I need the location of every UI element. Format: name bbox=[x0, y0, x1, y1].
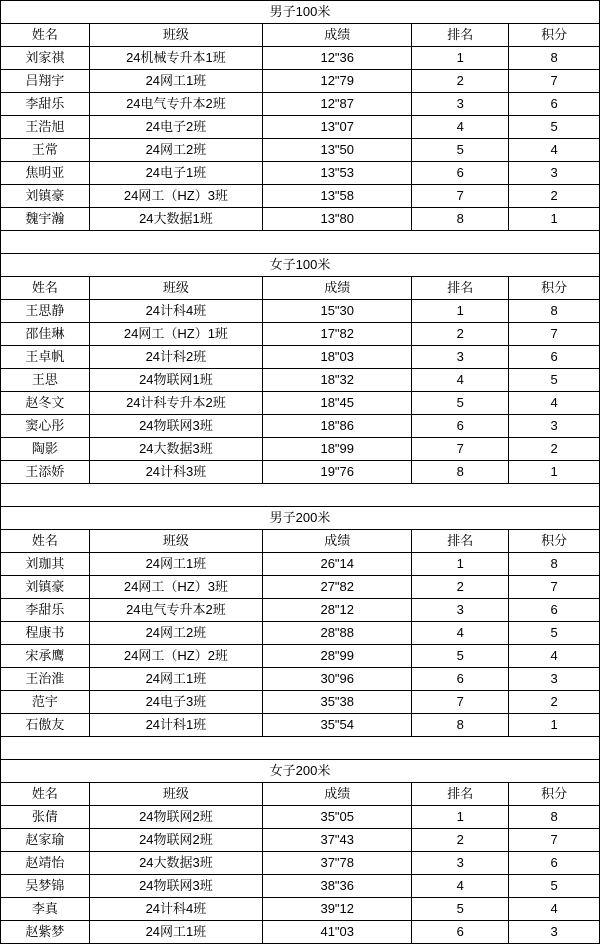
cell-points: 8 bbox=[509, 553, 600, 576]
cell-name: 王常 bbox=[1, 139, 90, 162]
cell-class: 24电子1班 bbox=[89, 162, 262, 185]
cell-class: 24计科3班 bbox=[89, 461, 262, 484]
section-title-row bbox=[1, 760, 600, 783]
cell-points: 6 bbox=[509, 93, 600, 116]
cell-score: 17"82 bbox=[263, 323, 412, 346]
table-row bbox=[1, 599, 600, 622]
section-title: 男子200米 bbox=[1, 507, 600, 530]
column-header: 积分 bbox=[509, 783, 600, 806]
cell-class: 24网工（HZ）3班 bbox=[89, 576, 262, 599]
section-title-row bbox=[1, 507, 600, 530]
cell-name: 王治淮 bbox=[1, 668, 90, 691]
cell-score: 19"76 bbox=[263, 461, 412, 484]
cell-points: 4 bbox=[509, 392, 600, 415]
column-header: 排名 bbox=[412, 783, 509, 806]
cell-score: 13"53 bbox=[263, 162, 412, 185]
cell-class: 24计科专升本2班 bbox=[89, 392, 262, 415]
column-header-row bbox=[1, 24, 600, 47]
cell-points: 6 bbox=[509, 599, 600, 622]
cell-rank: 8 bbox=[412, 208, 509, 231]
cell-points: 7 bbox=[509, 323, 600, 346]
cell-score: 18"86 bbox=[263, 415, 412, 438]
cell-points: 2 bbox=[509, 185, 600, 208]
cell-name: 刘镇豪 bbox=[1, 185, 90, 208]
cell-rank: 4 bbox=[412, 116, 509, 139]
table-row bbox=[1, 369, 600, 392]
cell-name: 王思静 bbox=[1, 300, 90, 323]
cell-name: 赵紫梦 bbox=[1, 921, 90, 944]
cell-class: 24网工1班 bbox=[89, 921, 262, 944]
cell-rank: 1 bbox=[412, 300, 509, 323]
cell-rank: 2 bbox=[412, 576, 509, 599]
table-row bbox=[1, 622, 600, 645]
cell-rank: 6 bbox=[412, 162, 509, 185]
cell-score: 35"05 bbox=[263, 806, 412, 829]
cell-score: 13"50 bbox=[263, 139, 412, 162]
cell-points: 2 bbox=[509, 691, 600, 714]
cell-class: 24电气专升本2班 bbox=[89, 599, 262, 622]
column-header: 排名 bbox=[412, 24, 509, 47]
cell-name: 焦明亚 bbox=[1, 162, 90, 185]
cell-score: 28"12 bbox=[263, 599, 412, 622]
cell-name: 窦心彤 bbox=[1, 415, 90, 438]
cell-rank: 7 bbox=[412, 691, 509, 714]
table-row bbox=[1, 714, 600, 737]
spacer-cell bbox=[1, 231, 600, 254]
cell-score: 13"80 bbox=[263, 208, 412, 231]
column-header: 姓名 bbox=[1, 783, 90, 806]
column-header: 班级 bbox=[89, 277, 262, 300]
table-row bbox=[1, 70, 600, 93]
table-row bbox=[1, 47, 600, 70]
column-header: 姓名 bbox=[1, 277, 90, 300]
cell-class: 24物联网2班 bbox=[89, 829, 262, 852]
section-title-row bbox=[1, 254, 600, 277]
table-row bbox=[1, 208, 600, 231]
cell-rank: 5 bbox=[412, 645, 509, 668]
cell-class: 24网工（HZ）2班 bbox=[89, 645, 262, 668]
column-header: 积分 bbox=[509, 277, 600, 300]
table-row bbox=[1, 691, 600, 714]
cell-points: 4 bbox=[509, 898, 600, 921]
section-title: 女子100米 bbox=[1, 254, 600, 277]
cell-rank: 3 bbox=[412, 852, 509, 875]
section-title: 女子200米 bbox=[1, 760, 600, 783]
table-row bbox=[1, 875, 600, 898]
cell-points: 3 bbox=[509, 162, 600, 185]
cell-name: 刘镇豪 bbox=[1, 576, 90, 599]
column-header: 积分 bbox=[509, 24, 600, 47]
cell-score: 35"54 bbox=[263, 714, 412, 737]
cell-rank: 2 bbox=[412, 70, 509, 93]
table-row bbox=[1, 829, 600, 852]
cell-rank: 1 bbox=[412, 553, 509, 576]
cell-name: 王思 bbox=[1, 369, 90, 392]
cell-rank: 8 bbox=[412, 714, 509, 737]
cell-class: 24物联网3班 bbox=[89, 875, 262, 898]
column-header: 班级 bbox=[89, 530, 262, 553]
cell-class: 24物联网1班 bbox=[89, 369, 262, 392]
cell-points: 7 bbox=[509, 829, 600, 852]
table-row bbox=[1, 898, 600, 921]
column-header: 姓名 bbox=[1, 24, 90, 47]
cell-rank: 5 bbox=[412, 139, 509, 162]
cell-points: 5 bbox=[509, 622, 600, 645]
cell-name: 王浩旭 bbox=[1, 116, 90, 139]
cell-class: 24计科1班 bbox=[89, 714, 262, 737]
table-row bbox=[1, 185, 600, 208]
section-spacer bbox=[1, 231, 600, 254]
cell-name: 魏宇瀚 bbox=[1, 208, 90, 231]
cell-class: 24网工1班 bbox=[89, 553, 262, 576]
cell-points: 3 bbox=[509, 415, 600, 438]
cell-score: 18"03 bbox=[263, 346, 412, 369]
cell-points: 1 bbox=[509, 461, 600, 484]
table-row bbox=[1, 921, 600, 944]
cell-points: 1 bbox=[509, 208, 600, 231]
cell-rank: 7 bbox=[412, 438, 509, 461]
results-body bbox=[1, 1, 600, 944]
table-row bbox=[1, 162, 600, 185]
cell-score: 37"78 bbox=[263, 852, 412, 875]
cell-rank: 2 bbox=[412, 323, 509, 346]
cell-name: 张倩 bbox=[1, 806, 90, 829]
cell-rank: 6 bbox=[412, 921, 509, 944]
cell-name: 李甜乐 bbox=[1, 599, 90, 622]
table-row bbox=[1, 438, 600, 461]
table-row bbox=[1, 139, 600, 162]
cell-rank: 4 bbox=[412, 875, 509, 898]
table-row bbox=[1, 668, 600, 691]
table-row bbox=[1, 300, 600, 323]
cell-class: 24大数据3班 bbox=[89, 438, 262, 461]
cell-score: 28"88 bbox=[263, 622, 412, 645]
cell-name: 赵家瑜 bbox=[1, 829, 90, 852]
cell-name: 赵冬文 bbox=[1, 392, 90, 415]
table-row bbox=[1, 323, 600, 346]
column-header: 成绩 bbox=[263, 530, 412, 553]
column-header-row bbox=[1, 530, 600, 553]
cell-score: 37"43 bbox=[263, 829, 412, 852]
column-header: 成绩 bbox=[263, 24, 412, 47]
cell-name: 石傲友 bbox=[1, 714, 90, 737]
cell-class: 24网工2班 bbox=[89, 622, 262, 645]
cell-rank: 7 bbox=[412, 185, 509, 208]
table-row bbox=[1, 852, 600, 875]
cell-class: 24网工1班 bbox=[89, 70, 262, 93]
cell-score: 39"12 bbox=[263, 898, 412, 921]
cell-name: 李甜乐 bbox=[1, 93, 90, 116]
cell-points: 8 bbox=[509, 300, 600, 323]
table-row bbox=[1, 576, 600, 599]
column-header: 排名 bbox=[412, 530, 509, 553]
cell-class: 24电子3班 bbox=[89, 691, 262, 714]
column-header: 排名 bbox=[412, 277, 509, 300]
cell-score: 35"38 bbox=[263, 691, 412, 714]
column-header-row bbox=[1, 783, 600, 806]
cell-points: 5 bbox=[509, 875, 600, 898]
column-header: 成绩 bbox=[263, 277, 412, 300]
cell-class: 24计科4班 bbox=[89, 898, 262, 921]
cell-points: 6 bbox=[509, 852, 600, 875]
cell-points: 2 bbox=[509, 438, 600, 461]
cell-class: 24网工（HZ）1班 bbox=[89, 323, 262, 346]
cell-points: 4 bbox=[509, 645, 600, 668]
cell-rank: 4 bbox=[412, 622, 509, 645]
cell-class: 24大数据1班 bbox=[89, 208, 262, 231]
cell-score: 27"82 bbox=[263, 576, 412, 599]
cell-points: 7 bbox=[509, 70, 600, 93]
column-header: 班级 bbox=[89, 24, 262, 47]
cell-name: 程康书 bbox=[1, 622, 90, 645]
cell-score: 28"99 bbox=[263, 645, 412, 668]
cell-score: 18"99 bbox=[263, 438, 412, 461]
cell-points: 4 bbox=[509, 139, 600, 162]
cell-score: 15"30 bbox=[263, 300, 412, 323]
cell-points: 3 bbox=[509, 921, 600, 944]
section-title: 男子100米 bbox=[1, 1, 600, 24]
cell-rank: 3 bbox=[412, 346, 509, 369]
column-header: 班级 bbox=[89, 783, 262, 806]
cell-score: 12"36 bbox=[263, 47, 412, 70]
column-header: 成绩 bbox=[263, 783, 412, 806]
section-spacer bbox=[1, 484, 600, 507]
cell-class: 24计科2班 bbox=[89, 346, 262, 369]
cell-class: 24大数据3班 bbox=[89, 852, 262, 875]
table-row bbox=[1, 346, 600, 369]
cell-class: 24电子2班 bbox=[89, 116, 262, 139]
cell-rank: 3 bbox=[412, 599, 509, 622]
table-row bbox=[1, 461, 600, 484]
table-row bbox=[1, 116, 600, 139]
cell-rank: 6 bbox=[412, 415, 509, 438]
cell-score: 18"32 bbox=[263, 369, 412, 392]
cell-score: 30"96 bbox=[263, 668, 412, 691]
cell-rank: 6 bbox=[412, 668, 509, 691]
cell-score: 13"07 bbox=[263, 116, 412, 139]
cell-name: 陶影 bbox=[1, 438, 90, 461]
cell-rank: 1 bbox=[412, 806, 509, 829]
spacer-cell bbox=[1, 737, 600, 760]
cell-rank: 8 bbox=[412, 461, 509, 484]
cell-class: 24网工（HZ）3班 bbox=[89, 185, 262, 208]
cell-points: 1 bbox=[509, 714, 600, 737]
cell-score: 13"58 bbox=[263, 185, 412, 208]
cell-points: 3 bbox=[509, 668, 600, 691]
cell-score: 38"36 bbox=[263, 875, 412, 898]
cell-rank: 5 bbox=[412, 392, 509, 415]
cell-rank: 5 bbox=[412, 898, 509, 921]
table-row bbox=[1, 93, 600, 116]
column-header: 姓名 bbox=[1, 530, 90, 553]
cell-name: 范宇 bbox=[1, 691, 90, 714]
cell-points: 5 bbox=[509, 369, 600, 392]
cell-class: 24物联网2班 bbox=[89, 806, 262, 829]
section-spacer bbox=[1, 737, 600, 760]
cell-class: 24物联网3班 bbox=[89, 415, 262, 438]
cell-points: 8 bbox=[509, 47, 600, 70]
cell-rank: 1 bbox=[412, 47, 509, 70]
cell-name: 王添娇 bbox=[1, 461, 90, 484]
cell-name: 王卓帆 bbox=[1, 346, 90, 369]
column-header: 积分 bbox=[509, 530, 600, 553]
cell-points: 7 bbox=[509, 576, 600, 599]
cell-score: 26"14 bbox=[263, 553, 412, 576]
cell-score: 12"79 bbox=[263, 70, 412, 93]
column-header-row bbox=[1, 277, 600, 300]
cell-points: 5 bbox=[509, 116, 600, 139]
cell-name: 赵靖怡 bbox=[1, 852, 90, 875]
cell-rank: 4 bbox=[412, 369, 509, 392]
cell-class: 24电气专升本2班 bbox=[89, 93, 262, 116]
table-row bbox=[1, 553, 600, 576]
cell-class: 24网工2班 bbox=[89, 139, 262, 162]
cell-points: 6 bbox=[509, 346, 600, 369]
cell-class: 24网工1班 bbox=[89, 668, 262, 691]
table-row bbox=[1, 645, 600, 668]
table-row bbox=[1, 806, 600, 829]
cell-name: 吴梦锦 bbox=[1, 875, 90, 898]
cell-name: 吕翔宇 bbox=[1, 70, 90, 93]
cell-rank: 3 bbox=[412, 93, 509, 116]
cell-name: 李真 bbox=[1, 898, 90, 921]
cell-rank: 2 bbox=[412, 829, 509, 852]
cell-name: 刘珈其 bbox=[1, 553, 90, 576]
spacer-cell bbox=[1, 484, 600, 507]
table-row bbox=[1, 415, 600, 438]
table-row bbox=[1, 392, 600, 415]
cell-name: 刘家祺 bbox=[1, 47, 90, 70]
section-title-row bbox=[1, 1, 600, 24]
cell-points: 8 bbox=[509, 806, 600, 829]
cell-score: 18"45 bbox=[263, 392, 412, 415]
cell-class: 24计科4班 bbox=[89, 300, 262, 323]
cell-name: 宋承鹰 bbox=[1, 645, 90, 668]
cell-score: 41"03 bbox=[263, 921, 412, 944]
cell-score: 12"87 bbox=[263, 93, 412, 116]
cell-name: 邵佳琳 bbox=[1, 323, 90, 346]
cell-class: 24机械专升本1班 bbox=[89, 47, 262, 70]
